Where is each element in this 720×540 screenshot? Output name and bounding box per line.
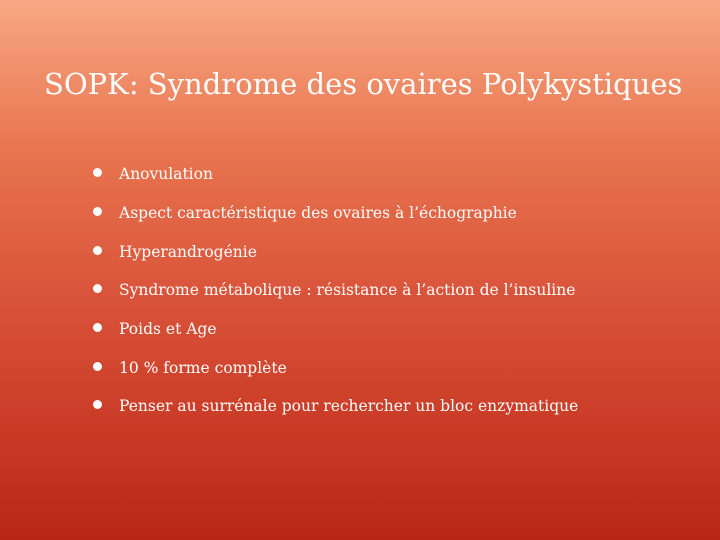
bullet-icon — [93, 246, 102, 255]
slide-title: SOPK: Syndrome des ovaires Polykystiques — [44, 67, 683, 101]
bullet-icon — [93, 400, 102, 409]
bullet-text: 10 % forme complète — [119, 358, 287, 377]
bullet-text: Poids et Age — [119, 320, 217, 339]
bullet-icon — [93, 168, 102, 177]
bullet-list — [90, 155, 690, 426]
bullet-item — [90, 232, 690, 271]
bullet-text: Hyperandrogénie — [119, 242, 257, 261]
bullet-item — [90, 310, 690, 349]
bullet-text: Syndrome métabolique : résistance à l’action de l’insuline — [119, 281, 576, 300]
bullet-item — [90, 387, 690, 426]
bullet-icon — [93, 323, 102, 332]
bullet-item — [90, 348, 690, 387]
bullet-text: Aspect caractéristique des ovaires à l’échographie — [119, 204, 517, 223]
bullet-text: Penser au surrénale pour rechercher un bloc enzymatique — [119, 397, 579, 416]
bullet-item — [90, 271, 690, 310]
bullet-icon — [93, 284, 102, 293]
bullet-icon — [93, 362, 102, 371]
bullet-icon — [93, 207, 102, 216]
bullet-text: Anovulation — [119, 165, 213, 184]
bullet-item — [90, 155, 690, 194]
bullet-item — [90, 194, 690, 233]
